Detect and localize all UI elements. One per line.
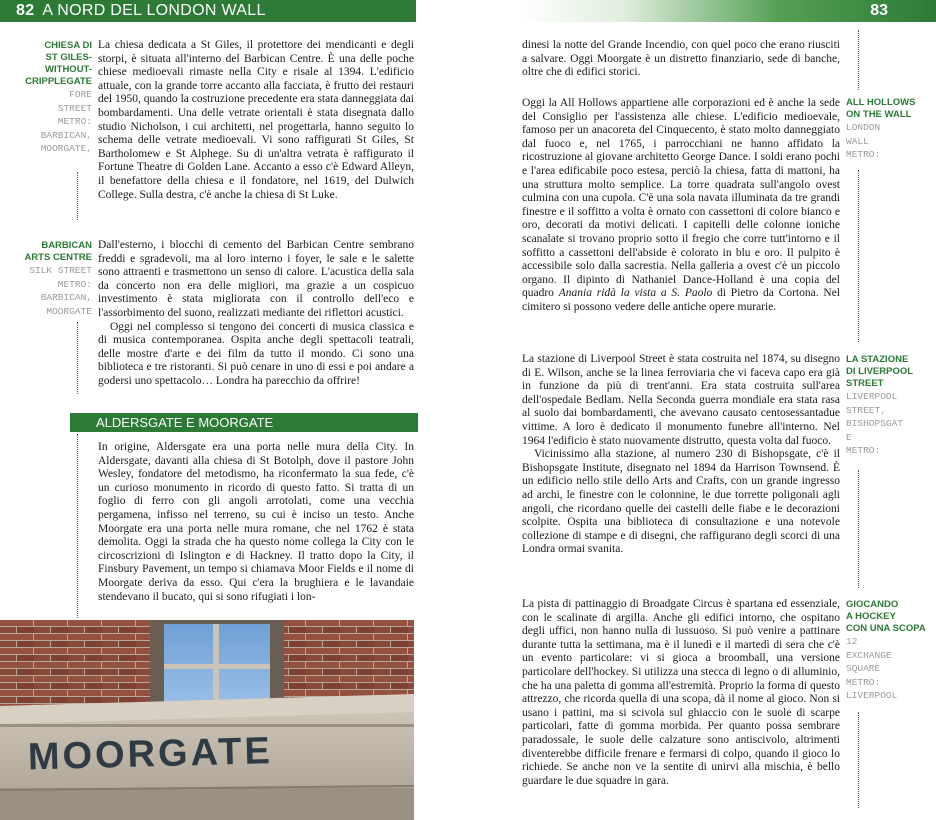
sidebar-barbican — [4, 240, 92, 318]
sidebar-address-line: METRO: — [846, 149, 881, 160]
right-header — [520, 0, 936, 22]
sidebar-address-line: METRO: — [846, 445, 881, 456]
sidebar-title-line: DI LIVERPOOL — [846, 366, 914, 377]
sidebar-dotted-rule — [77, 172, 78, 220]
sidebar-address-line: MOORGATE, — [40, 143, 92, 154]
running-title: A NORD DEL LONDON WALL — [42, 2, 266, 19]
right-page-number: 83 — [870, 2, 888, 19]
sidebar-st-giles — [4, 40, 92, 156]
body-paragraph: La pista di pattinaggio di Broadgate Circus è spartana ed essenziale, con le scalinate di argilla. Anche gli edifici intorno, che ospitano degli uffici, non hanno nulla di lussuoso. Si può venire a pattinare durante tutta la settimana, ma è il lunedì e il martedì di sera che c'è un evento particolare: vi si gioca a broomball, una versione particolare dell'hockey. Si utilizza una stecca di legno o di alluminio, che ha una paletta di gomma all'estremità. Proprio la forma di questo attrezzo, che ricorda quella di una scopa, dà il nome al gioco. Non si usano i pattini, ma si scivola sul ghiaccio con le suole di scarpe particolari, fatte di gomma morbida. Per quanto possa sembrare paradossale, le suole delle calzature sono antiscivolo, altrimenti diventerebbe difficile frenare e fermarsi di colpo, quando il gioco lo richiede. Se anche non ve la sentite di unirvi alla mischia, è bello guardare le due squadre in gara. — [522, 598, 840, 787]
sidebar-liverpool — [846, 354, 934, 458]
painting-title: Anania ridà la vista a S. Paolo — [558, 287, 713, 300]
sidebar-title-line: A HOCKEY — [846, 611, 896, 622]
sidebar-title-line: CRIPPLEGATE — [25, 76, 92, 87]
aldersgate-article — [98, 441, 414, 604]
body-paragraph — [522, 97, 840, 315]
sidebar-title-line: CHIESA DI — [44, 40, 92, 51]
header-gutter — [416, 0, 520, 22]
sidebar-title-line: LA STAZIONE — [846, 354, 909, 365]
sidebar-title-line: STREET — [846, 378, 884, 389]
moorgate-photo — [0, 620, 414, 820]
sidebar-broadgate — [846, 599, 934, 703]
sidebar-dotted-rule — [77, 434, 78, 618]
sidebar-title-line: ON THE WALL — [846, 109, 912, 120]
body-paragraph: Dall'esterno, i blocchi di cemento del Barbican Centre sembrano freddi e sgradevoli, ma al loro interno i foyer, le sale e le salette sono attraenti e trasmettono un senso di calore. L'acustica della sala da concerto non era delle migliori, ma grazie a un cospicuo investimento è stata migliorata con il controllo dell'eco e l'assorbimento del suono, realizzati mediante dei riflettori acustici. — [98, 239, 414, 319]
sidebar-dotted-rule — [77, 322, 78, 394]
body-paragraph: La stazione di Liverpool Street è stata costruita nel 1874, su disegno di E. Wilson, anche se la linea ferroviaria che vi faceva capo era già in funzione da più di trent'anni. Era stata costruita sull'area dell'ospedale Bedlam. Nella Seconda guerra mondiale era stata rasa al suolo dai bombardamenti, che avevano causato centosessantadue vittime. A loro è dedicato il monumento funebre all'interno. Nel 1964 l'edificio è stato nuovamente distrutto, questa volta dal fuoco. — [522, 353, 840, 447]
sidebar-title-line: GIOCANDO — [846, 599, 899, 610]
sidebar-address-line: METRO: — [846, 676, 881, 688]
st-giles-article — [98, 39, 414, 202]
sidebar-dotted-rule — [858, 712, 859, 808]
sidebar-address-line: METRO: — [57, 278, 92, 290]
body-paragraph: In origine, Aldersgate era una porta nelle mura della City. In Aldersgate, davanti alla chiesa di St Botolph, dove il pastore John Wesley, fondatore del metodismo, ha riconfermato la sua fede, c'è un curioso monumento in ricordo di questo fatto. Si tratta di un foglio di ferro con gli angoli arrotolati, come una vecchia pergamena, infisso nel terreno, su cui è inciso un testo. Anche Moorgate era una porta nelle mura romane, che nel 1762 è stata demolita. Oggi la strada che ha questo nome collega la City con le circoscrizioni di Islington e di Hackney. Il tratto dopo la City, il Finsbury Pavement, un tempo si chiamava Moor Fields e il nome di Moorgate deriva da esso. Qui c'era la brughiera e le lavandaie stendevano il bucato, qui si sono rifugiati i lon- — [98, 441, 414, 603]
sidebar-address-line: E — [846, 431, 852, 443]
sidebar-title-line: ARTS CENTRE — [24, 252, 92, 263]
sidebar-dotted-rule — [858, 470, 859, 588]
body-paragraph: Oggi nel complesso si tengono dei concerti di musica classica e di musica contemporanea. Ospita anche degli spettacoli teatrali, delle mostre d'arte e dei film da tutto il mondo. Ci sono una biblioteca e tre ristoranti. Si può cenare in uno di essi e poi andare a godersi uno spettacolo… Londra ha parecchio da offrire! — [98, 320, 414, 387]
sidebar-title-line: WITHOUT- — [45, 64, 92, 75]
text-run: Oggi la All Hollows appartiene alle corporazioni ed è anche la sede del Consiglio per l'assistenza alle chiese. L'edificio medioevale, famoso per un anacoreta del Cinquecento, è stato molto danneggiato dal fuoco e, nel 1765, i parrocchiani ne hanno affidato la ricostruzione al giovane architetto George Dance. I soldi erano pochi e l'area edificabile poco estesa, perciò la chiesa, fatta di mattoni, ha una struttura molto semplice. La torre quadrata sull'angolo ovest culmina con una cupola. C'è una sola navata illuminata da tre grandi finestre e il soffitto a volta è ornato con cassettoni di colore bianco e oro, decorati da motivi delicati. I capitelli delle colonne ioniche scanalate si trovano proprio sotto il fregio che corre tutt'intorno e il soffitto a cassettoni dell'abside è colorato in blu e oro. Il pulpito è accessibile solo dalla sacrestia. Nella galleria a ovest c'è un piccolo organo. Il dipinto di Nathaniel Dance-Holland è una copia del quadro — [522, 97, 840, 300]
left-page-number: 82 — [16, 2, 35, 19]
sidebar-dotted-rule — [858, 170, 859, 342]
sidebar-address-line: LIVERPOOL — [846, 391, 898, 402]
moorgate-continuation — [522, 39, 840, 80]
sidebar-address-line: WALL — [846, 135, 869, 147]
sidebar-address-line: EXCHANGE — [846, 649, 892, 661]
sidebar-dotted-rule — [858, 30, 859, 90]
sidebar-address-line: SILK STREET — [29, 265, 92, 276]
moorgate-photo-illustration — [0, 620, 414, 820]
left-header — [0, 0, 416, 22]
body-paragraph: Vicinissimo alla stazione, al numero 230 di Bishopsgate, c'è il Bishopsgate Institute, disegnato nel 1894 da Harrison Townsend. È un edificio nello stile dello Arts and Crafts, con un grande ingresso ad archi, le finestre con le colonnine, le due torrette poligonali agli angoli, che ricordano quelle dei castelli delle fiabe e le decorazioni scolpite. Ospita una biblioteca di consultazione e una notevole collezione di stampe e di disegni, che raffigurano degli scorci di una Londra ormai svanita. — [522, 448, 840, 556]
text-run: di Pietro da Cortona. Nel cimitero si possono vedere delle antiche opere murarie. — [522, 287, 840, 313]
sidebar-address-line: METRO: — [57, 116, 92, 127]
sidebar-title-line: ALL HOLLOWS — [846, 97, 916, 108]
sidebar-address-line: STREET, — [846, 404, 886, 416]
body-paragraph: La chiesa dedicata a St Giles, il protettore dei mendicanti e degli storpi, è situata all'interno del Barbican Centre. È una delle poche chiese medioevali rimaste nella City e risale al 1394. L'edificio attuale, con la grande torre accanto alla facciata, è frutto dei restauri del 1950, quando la costruzione precedente era stata danneggiata dai bombardamenti. Una delle vetrate orientali è stata disegnata dallo studio Nicholson, i cui architetti, nel progettarla, hanno seguito lo schema delle vetrate medioevali. Vi sono raffigurati St Giles, St Bartholomew e St Alphege. Su di un'altra vetrata è raffigurato il Fortune Theatre di Golden Lane. Accanto a esso c'è Edward Alleyn, il benefattore della chiesa e il fondatore, nel 1619, del Dulwich College. Sulla destra, c'è anche la chiesa di St Luke. — [98, 39, 414, 201]
sidebar-address-line: 12 — [846, 636, 858, 647]
sidebar-address-line: LIVERPOOL — [846, 690, 898, 701]
sidebar-address-line: BARBICAN, — [40, 292, 92, 303]
broadgate-article — [522, 598, 840, 788]
sidebar-title-line: BARBICAN — [41, 240, 92, 251]
sidebar-address-line: FORE — [69, 89, 92, 100]
sidebar-address-line: BISHOPSGAT — [846, 418, 904, 429]
header-bar — [0, 0, 936, 22]
sidebar-all-hollows — [846, 97, 934, 162]
moorgate-sign-text: MOORGATE — [27, 730, 274, 779]
sidebar-address-line: MOORGATE — [46, 305, 92, 317]
sidebar-address-line: LONDON — [846, 122, 881, 133]
section-title: ALDERSGATE E MOORGATE — [96, 415, 274, 430]
liverpool-article — [522, 353, 840, 557]
sidebar-title-line: ST GILES- — [45, 52, 92, 63]
body-paragraph: dinesi la notte del Grande Incendio, con quel poco che erano riusciti a salvare. Oggi Moorgate è un distretto finanziario, sede di banche, oltre che di edifici storici. — [522, 39, 840, 79]
sidebar-address-line: STREET — [57, 102, 92, 114]
section-heading-bar — [70, 413, 418, 432]
sidebar-address-line: SQUARE — [846, 663, 881, 674]
all-hollows-article — [522, 97, 840, 315]
sidebar-title-line: CON UNA SCOPA — [846, 623, 926, 634]
barbican-article — [98, 239, 414, 389]
sidebar-address-line: BARBICAN, — [40, 129, 92, 141]
